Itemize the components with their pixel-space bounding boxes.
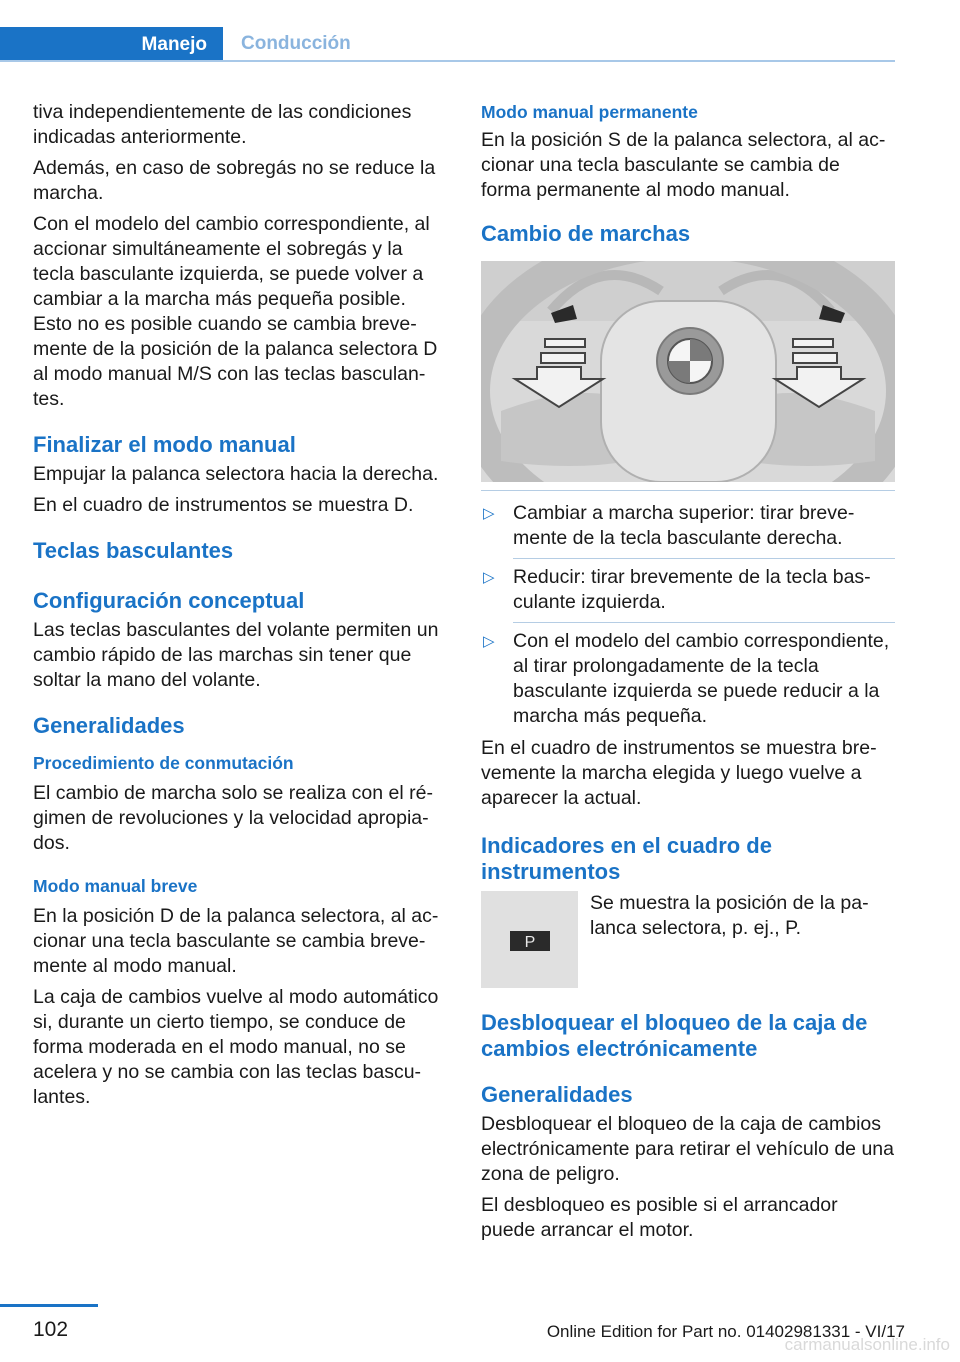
gear-display-icon xyxy=(481,891,578,988)
heading-modo-manual-breve: Modo manual breve xyxy=(33,876,198,896)
header-rule xyxy=(0,60,895,62)
paragraph: Las teclas basculantes del volante permiten un cambio rápido de las marchas sin tener que soltar la mano del volante. xyxy=(33,619,439,691)
tab-conduccion[interactable]: Conducción xyxy=(241,32,351,54)
right-column xyxy=(481,100,895,1249)
page-number: 102 xyxy=(33,1318,69,1341)
watermark: carmanualsonline.info xyxy=(784,1335,950,1354)
triangle-bullet-icon: ▷ xyxy=(483,633,495,650)
list-item: ▷ Con el modelo del cambio correspondiente, al tirar prolongadamente de la tecla basculante izquierda se puede reducir a la marcha más pequeña. xyxy=(483,630,890,727)
list-divider xyxy=(481,490,895,491)
heading-finalizar-modo-manual: Finalizar el modo manual xyxy=(33,432,296,457)
list-divider xyxy=(513,622,895,623)
heading-generalidades: Generalidades xyxy=(33,713,185,738)
list-divider xyxy=(513,558,895,559)
list-item: ▷ Cambiar a marcha superior: tirar brevemente de la tecla basculante derecha. xyxy=(483,502,855,549)
heading-cambio-de-marchas: Cambio de marchas xyxy=(481,221,691,246)
paragraph: Se muestra la posición de la palanca selectora, p. ej., P. xyxy=(590,892,869,939)
paragraph: Desbloquear el bloqueo de la caja de cambios electrónicamente para retirar el vehículo de una zona de peligro. xyxy=(481,1113,894,1185)
heading-teclas-basculantes: Teclas basculantes xyxy=(33,538,234,563)
display-indicator-row xyxy=(481,891,895,988)
left-column xyxy=(33,100,447,1116)
chapter-header xyxy=(0,27,895,61)
paragraph: En la posición S de la palanca selectora, al accionar una tecla basculante se cambia de forma permanente al modo manual. xyxy=(481,129,886,201)
display-description xyxy=(590,891,890,947)
paragraph: El desbloqueo es posible si el arrancador puede arrancar el motor. xyxy=(481,1194,838,1241)
footer-rule xyxy=(0,1304,98,1307)
tab-manejo[interactable]: Manejo xyxy=(0,27,223,62)
heading-configuracion-conceptual: Configuración conceptual xyxy=(33,588,305,613)
gear-change-list xyxy=(481,501,895,729)
heading-procedimiento-conmutacion: Procedimiento de conmutación xyxy=(33,753,294,773)
edition-info: Online Edition for Part no. 01402981331 - VI/17 xyxy=(546,1322,905,1341)
paragraph: El cambio de marcha solo se realiza con el régimen de revoluciones y la velocidad apropiados. xyxy=(33,782,433,854)
paragraph: tiva independientemente de las condiciones indicadas anteriormente. xyxy=(33,101,412,148)
paragraph: En el cuadro de instrumentos se muestra brevemente la marcha elegida y luego vuelve a aparecer la actual. xyxy=(481,737,877,809)
paragraph: En el cuadro de instrumentos se muestra D. xyxy=(33,494,414,516)
heading-modo-manual-permanente: Modo manual permanente xyxy=(481,102,698,122)
triangle-bullet-icon: ▷ xyxy=(483,505,495,522)
heading-desbloquear-caja: Desbloquear el bloqueo de la caja de cambios electrónicamente xyxy=(481,1010,868,1061)
display-letter: P xyxy=(524,934,536,951)
list-item: ▷ Reducir: tirar brevemente de la tecla basculante izquierda. xyxy=(483,566,871,613)
paragraph: Empujar la palanca selectora hacia la derecha. xyxy=(33,463,439,485)
heading-indicadores-cuadro: Indicadores en el cuadro de instrumentos xyxy=(481,833,772,884)
paragraph: Con el modelo del cambio correspondiente, al accionar simultáneamente el sobregás y la tecla basculante izquierda, se puede volver a cambiar a la marcha más pequeña posible. Esto no es posible cuando se cambia brevemente de la posición de la palanca selectora D al modo manual M/S con las teclas basculantes. xyxy=(33,213,438,410)
triangle-bullet-icon: ▷ xyxy=(483,569,495,586)
heading-generalidades: Generalidades xyxy=(481,1082,633,1107)
paragraph: La caja de cambios vuelve al modo automático si, durante un cierto tiempo, se conduce de forma moderada en el modo manual, no se acelera y no se cambia con las teclas basculantes. xyxy=(33,986,439,1108)
paragraph: Además, en caso de sobregás no se reduce la marcha. xyxy=(33,157,436,204)
paragraph: En la posición D de la palanca selectora, al accionar una tecla basculante se cambia brevemente al modo manual. xyxy=(33,905,439,977)
steering-wheel-illustration xyxy=(481,261,895,482)
